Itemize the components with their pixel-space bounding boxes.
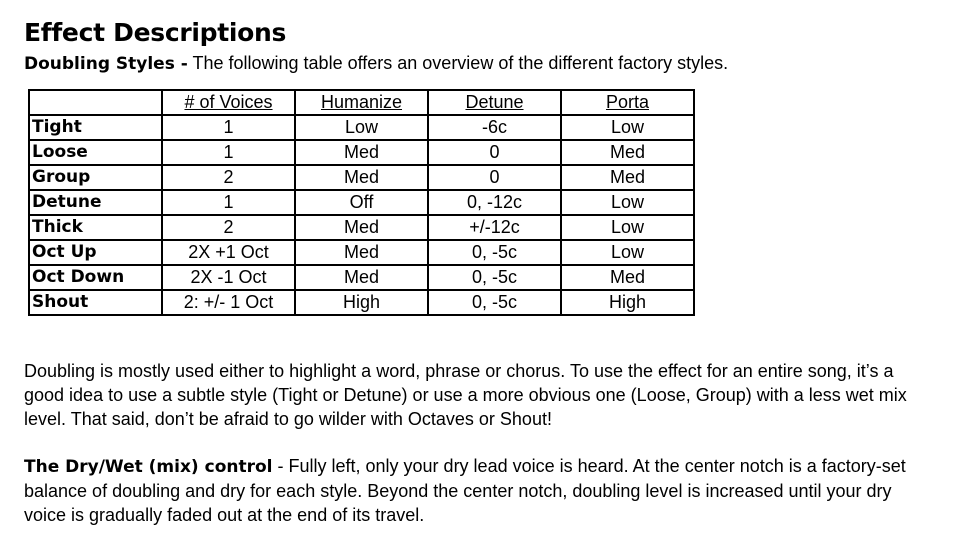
intro-label: Doubling Styles - [24, 54, 188, 74]
cell-voices: 1 [162, 140, 295, 165]
cell-detune: 0, -5c [428, 265, 561, 290]
cell-humanize: Off [295, 190, 428, 215]
cell-style: Oct Down [29, 265, 162, 290]
cell-detune: 0 [428, 165, 561, 190]
cell-humanize: High [295, 290, 428, 315]
cell-humanize: Low [295, 115, 428, 140]
cell-voices: 1 [162, 115, 295, 140]
cell-voices: 2: +/- 1 Oct [162, 290, 295, 315]
table-row [29, 190, 694, 215]
cell-detune: 0, -5c [428, 240, 561, 265]
cell-humanize: Med [295, 265, 428, 290]
cell-style: Loose [29, 140, 162, 165]
cell-voices: 2X -1 Oct [162, 265, 295, 290]
header-style [29, 90, 162, 115]
cell-voices: 1 [162, 190, 295, 215]
cell-detune: +/-12c [428, 215, 561, 240]
dry-wet-text: - Fully left, only your dry lead voice is heard. At the center notch is a factory-set balance of doubling and dry for each style. Beyond the center notch, doubling level is increased until your dry voice is gradually faded out at the end of its travel. [24, 456, 906, 525]
cell-porta: Med [561, 265, 694, 290]
cell-humanize: Med [295, 165, 428, 190]
cell-detune: -6c [428, 115, 561, 140]
cell-detune: 0, -5c [428, 290, 561, 315]
cell-voices: 2X +1 Oct [162, 240, 295, 265]
table-row [29, 265, 694, 290]
header-voices: # of Voices [162, 90, 295, 115]
dry-wet-label: The Dry/Wet (mix) control [24, 457, 273, 477]
cell-porta: Low [561, 190, 694, 215]
table-row [29, 215, 694, 240]
table-row [29, 115, 694, 140]
cell-humanize: Med [295, 215, 428, 240]
cell-style: Shout [29, 290, 162, 315]
cell-detune: 0 [428, 140, 561, 165]
cell-humanize: Med [295, 140, 428, 165]
header-humanize: Humanize [295, 90, 428, 115]
cell-porta: Low [561, 215, 694, 240]
cell-voices: 2 [162, 165, 295, 190]
cell-detune: 0, -12c [428, 190, 561, 215]
table-row [29, 140, 694, 165]
cell-porta: Low [561, 115, 694, 140]
cell-voices: 2 [162, 215, 295, 240]
table-row [29, 290, 694, 315]
cell-style: Group [29, 165, 162, 190]
intro-text: The following table offers an overview of the different factory styles. [187, 53, 729, 73]
header-detune: Detune [428, 90, 561, 115]
doubling-styles-table [28, 89, 695, 316]
table-row [29, 240, 694, 265]
cell-porta: High [561, 290, 694, 315]
dry-wet-paragraph [24, 454, 934, 527]
cell-porta: Med [561, 165, 694, 190]
page [24, 14, 934, 525]
cell-humanize: Med [295, 240, 428, 265]
cell-style: Tight [29, 115, 162, 140]
cell-porta: Low [561, 240, 694, 265]
page-title: Effect Descriptions [24, 18, 287, 47]
cell-style: Detune [29, 190, 162, 215]
table-header-row [29, 90, 694, 115]
table-row [29, 165, 694, 190]
doubling-paragraph: Doubling is mostly used either to highlight a word, phrase or chorus. To use the effect for an entire song, it’s a good idea to use a subtle style (Tight or Detune) or use a more obvious one (Loose, Group) with a less wet mix level. That said, don’t be afraid to go wilder with Octaves or Shout! [24, 361, 907, 429]
cell-style: Oct Up [29, 240, 162, 265]
header-porta: Porta [561, 90, 694, 115]
cell-style: Thick [29, 215, 162, 240]
cell-porta: Med [561, 140, 694, 165]
intro-line [24, 52, 934, 75]
